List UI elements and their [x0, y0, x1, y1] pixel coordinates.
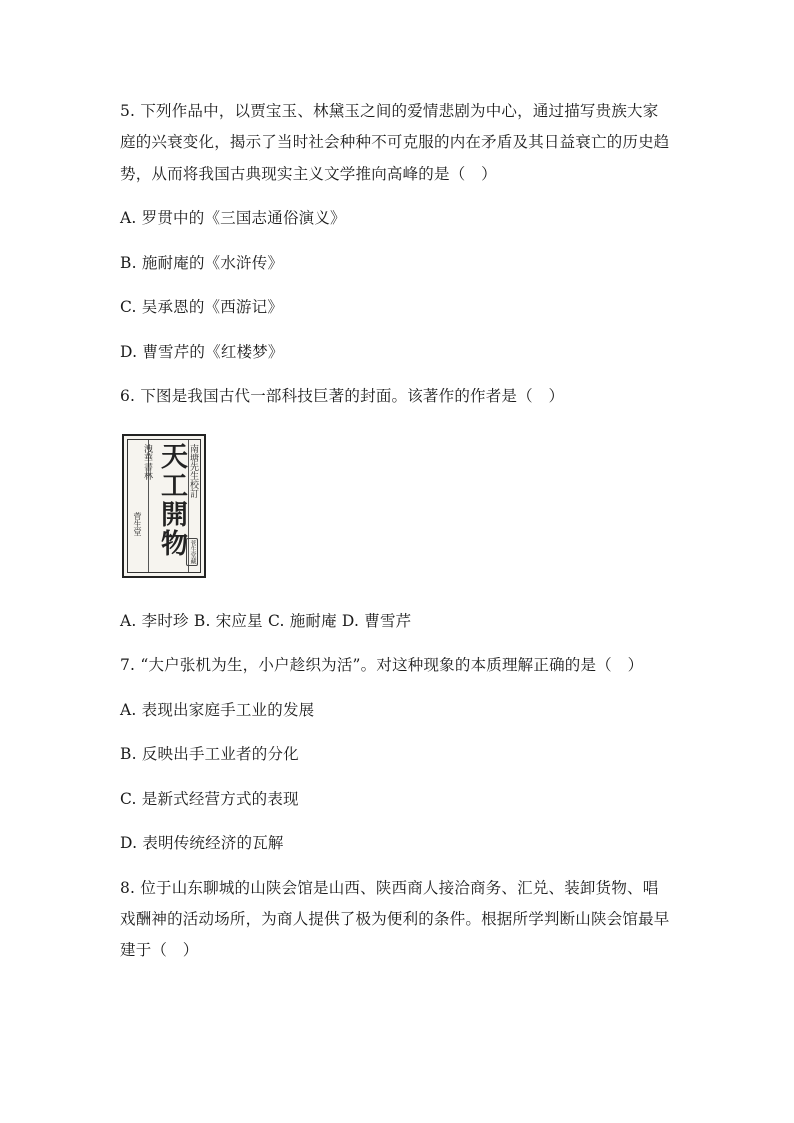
- q7-option-c: C. 是新式经营方式的表现: [120, 790, 299, 808]
- q5-option-c: C. 吴承恩的《西游记》: [120, 298, 284, 316]
- q7-stem: 7. “大户张机为生，小户趁织为活”。对这种现象的本质理解正确的是（ ）: [120, 656, 644, 674]
- q7-option-b: B. 反映出手工业者的分化: [120, 745, 299, 763]
- q8-stem-line-3: 建于（ ）: [120, 941, 199, 959]
- cover-seal: 菅生堂藏: [186, 538, 198, 566]
- cover-studio: 菅生堂: [133, 512, 142, 536]
- q7-option-d: D. 表明传统经济的瓦解: [120, 834, 284, 852]
- q5-option-d: D. 曹雪芹的《红楼梦》: [120, 343, 284, 361]
- q6-stem: 6. 下图是我国古代一部科技巨著的封面。该著作的作者是（ ）: [120, 387, 565, 405]
- q8-stem-line-1: 8. 位于山东聊城的山陕会馆是山西、陕西商人接洽商务、汇兑、装卸货物、唱: [120, 879, 659, 897]
- q5-option-b: B. 施耐庵的《水浒传》: [120, 254, 284, 272]
- cover-title: 天工開物: [156, 442, 187, 558]
- q8-stem-line-2: 戏酬神的活动场所，为商人提供了极为便利的条件。根据所学判断山陕会馆最早: [120, 910, 670, 928]
- book-cover-frame: [127, 439, 201, 573]
- cover-publisher: 洩華書林: [142, 444, 152, 480]
- q7-option-a: A. 表现出家庭手工业的发展: [120, 701, 315, 719]
- q5-stem-line-3: 势，从而将我国古典现实主义文学推向高峰的是（ ）: [120, 165, 497, 183]
- q6-options: A. 李时珍 B. 宋应星 C. 施耐庵 D. 曹雪芹: [120, 612, 412, 630]
- cover-editor: 南塘先生校訂: [188, 444, 198, 498]
- q5-stem-line-1: 5. 下列作品中，以贾宝玉、林黛玉之间的爱情悲剧为中心，通过描写贵族大家: [120, 102, 659, 120]
- book-cover-image: [122, 434, 206, 578]
- q5-stem-line-2: 庭的兴衰变化，揭示了当时社会种种不可克服的内在矛盾及其日益衰亡的历史趋: [120, 133, 670, 151]
- q5-option-a: A. 罗贯中的《三国志通俗演义》: [120, 209, 346, 227]
